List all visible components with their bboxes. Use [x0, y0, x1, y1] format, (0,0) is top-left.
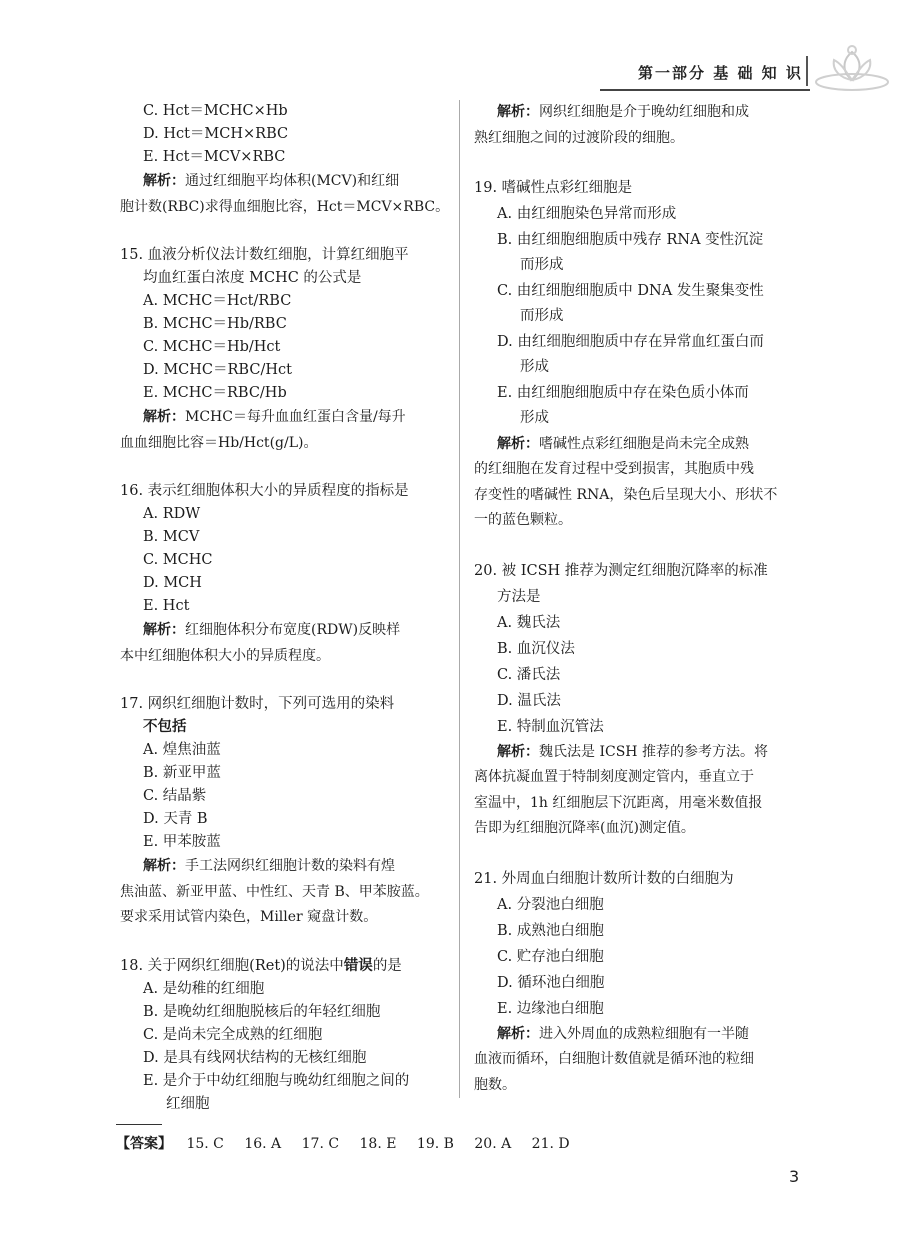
question-16	[120, 480, 448, 669]
option: A. 由红细胞染色异常而形成	[497, 206, 677, 222]
option: B. MCHC＝Hb/RBC	[143, 316, 287, 332]
analysis-text: 一的蓝色颗粒。	[474, 512, 572, 528]
answer-item: 15. C	[186, 1136, 224, 1152]
answer-label: 【答案】	[116, 1136, 172, 1152]
analysis	[120, 169, 448, 220]
analysis	[474, 432, 806, 534]
option: E. Hct＝MCV×RBC	[143, 149, 286, 165]
option: C. 贮存池白细胞	[497, 948, 604, 965]
question-21	[474, 866, 806, 1099]
analysis-label: 解析：	[497, 743, 539, 760]
stem-text: 的是	[372, 957, 402, 974]
option: C. MCHC＝Hb/Hct	[143, 339, 281, 355]
option: D. MCH	[143, 575, 202, 591]
analysis-text: 胞计数(RBC)求得血细胞比容，Hct＝MCV×RBC。	[120, 198, 450, 215]
option: A. 魏氏法	[497, 614, 561, 631]
analysis-text: MCHC＝每升血血红蛋白含量/每升	[185, 409, 406, 425]
option: D. 温氏法	[497, 692, 561, 709]
option: A. 是幼稚的红细胞	[143, 980, 265, 997]
answer-item: 20. A	[474, 1136, 512, 1152]
option: E. MCHC＝RBC/Hb	[143, 385, 287, 401]
option: A. RDW	[143, 506, 201, 522]
analysis-text: 进入外周血的成熟粒细胞有一半随	[539, 1025, 749, 1042]
analysis-text: 魏氏法是 ICSH 推荐的参考方法。将	[539, 743, 768, 760]
stem-text: 18. 关于网织红细胞(Ret)的说法中	[120, 957, 344, 974]
question-emphasis: 错误	[343, 957, 373, 974]
analysis-label: 解析：	[497, 104, 539, 120]
analysis-label: 解析：	[497, 435, 539, 452]
option: D. 由红细胞细胞质中存在异常血红蛋白而	[497, 333, 764, 350]
option: B. 是晚幼红细胞脱核后的年轻红细胞	[143, 1003, 381, 1020]
option: C. 是尚未完全成熟的红细胞	[143, 1026, 323, 1043]
option: C. MCHC	[143, 552, 213, 568]
analysis-text: 要求采用试管内染色，Miller 窥盘计数。	[120, 909, 378, 925]
option: C. Hct＝MCHC×Hb	[143, 103, 288, 119]
analysis-text: 的红细胞在发育过程中受到损害，其胞质中残	[474, 461, 754, 477]
question-18-analysis	[474, 100, 806, 151]
option: A. MCHC＝Hct/RBC	[143, 293, 292, 309]
option: A. 煌焦油蓝	[143, 742, 221, 758]
option: E. Hct	[143, 598, 190, 614]
question-18	[120, 955, 448, 1116]
answer-item: 17. C	[301, 1136, 340, 1152]
analysis	[474, 740, 806, 842]
question-20	[474, 558, 806, 842]
analysis-label: 解析：	[497, 1025, 539, 1042]
option: E. 特制血沉管法	[497, 718, 604, 735]
option: C. 由红细胞细胞质中 DNA 发生聚集变性	[497, 282, 764, 299]
analysis-text: 血血细胞比容＝Hb/Hct(g/L)。	[120, 434, 318, 451]
analysis-text: 胞数。	[474, 1076, 516, 1093]
option: C. 结晶紫	[143, 788, 207, 804]
option-continuation: 形成	[520, 359, 549, 375]
analysis-text: 网织红细胞是介于晚幼红细胞和成	[539, 104, 749, 120]
option-continuation: 而形成	[520, 308, 564, 324]
analysis	[120, 405, 448, 456]
analysis-text: 焦油蓝、新亚甲蓝、中性红、天青 B、甲苯胺蓝。	[120, 883, 429, 900]
option: E. 由红细胞细胞质中存在染色质小体而	[497, 384, 749, 401]
analysis	[120, 618, 448, 669]
analysis-text: 嗜碱性点彩红细胞是尚未完全成熟	[539, 435, 749, 452]
question-stem: 15. 血液分析仪法计数红细胞，计算红细胞平	[120, 247, 409, 263]
option: B. 成熟池白细胞	[497, 922, 604, 939]
analysis-label: 解析：	[143, 858, 185, 874]
option: E. 甲苯胺蓝	[143, 834, 221, 850]
option: D. 是具有线网状结构的无核红细胞	[143, 1049, 367, 1066]
header-vertical-bar	[806, 56, 808, 86]
option: A. 分裂池白细胞	[497, 896, 604, 913]
analysis-text: 存变性的嗜碱性 RNA，染色后呈现大小、形状不	[474, 486, 778, 503]
option-continuation: 形成	[520, 410, 549, 426]
analysis-text: 熟红细胞之间的过渡阶段的细胞。	[474, 129, 684, 146]
lotus-logo-icon	[812, 42, 892, 94]
answer-item: 21. D	[531, 1136, 570, 1152]
question-stem: 17. 网织红细胞计数时，下列可选用的染料	[120, 696, 395, 712]
answer-rule	[116, 1124, 162, 1125]
question-15	[120, 244, 448, 456]
question-14-tail	[120, 100, 448, 220]
question-stem: 20. 被 ICSH 推荐为测定红细胞沉降率的标准	[474, 562, 768, 579]
option: D. 循环池白细胞	[497, 974, 605, 991]
option: E. 是介于中幼红细胞与晚幼红细胞之间的	[143, 1072, 410, 1089]
option: B. 由红细胞细胞质中残存 RNA 变性沉淀	[497, 231, 764, 248]
analysis-text: 离体抗凝血置于特制刻度测定管内，垂直立于	[474, 769, 754, 785]
analysis	[474, 1022, 806, 1099]
section-title: 第一部分 基 础 知 识	[638, 64, 803, 82]
question-stem: 方法是	[497, 588, 541, 605]
option: E. 边缘池白细胞	[497, 1000, 604, 1017]
analysis-text: 血液而循环，白细胞计数值就是循环池的粒细	[474, 1051, 754, 1067]
analysis-label: 解析：	[143, 409, 185, 425]
question-19	[474, 175, 806, 534]
analysis-text: 室温中，1h 红细胞层下沉距离，用毫米数值报	[474, 794, 763, 811]
right-column	[474, 100, 806, 1098]
analysis-label: 解析：	[143, 173, 185, 189]
answer-item: 19. B	[416, 1136, 454, 1152]
answer-key	[116, 1133, 586, 1153]
option: D. MCHC＝RBC/Hct	[143, 362, 292, 378]
page-number: 3	[789, 1167, 800, 1186]
analysis-text: 告即为红细胞沉降率(血沉)测定值。	[474, 820, 695, 836]
option: D. Hct＝MCH×RBC	[143, 126, 289, 142]
analysis-label: 解析：	[143, 622, 185, 638]
answer-item: 16. A	[244, 1136, 282, 1152]
analysis-text: 手工法网织红细胞计数的染料有煌	[185, 858, 395, 874]
analysis	[474, 100, 806, 151]
option-continuation: 红细胞	[166, 1095, 210, 1112]
option: B. 新亚甲蓝	[143, 765, 221, 781]
header-rule	[600, 89, 810, 91]
analysis-text: 通过红细胞平均体积(MCV)和红细	[185, 173, 400, 189]
column-divider	[459, 100, 460, 1098]
question-stem: 16. 表示红细胞体积大小的异质程度的指标是	[120, 483, 409, 499]
answer-item: 18. E	[359, 1136, 397, 1152]
question-stem	[120, 955, 448, 978]
question-17	[120, 693, 448, 931]
analysis	[120, 854, 448, 931]
question-stem: 19. 嗜碱性点彩红细胞是	[474, 180, 633, 196]
left-column	[120, 100, 448, 1116]
option: C. 潘氏法	[497, 666, 561, 683]
option: D. 天青 B	[143, 811, 208, 827]
analysis-text: 红细胞体积分布宽度(RDW)反映样	[185, 622, 401, 638]
option-continuation: 而形成	[520, 257, 564, 273]
option: B. MCV	[143, 529, 200, 545]
question-stem: 均血红蛋白浓度 MCHC 的公式是	[143, 270, 362, 286]
page-header	[600, 56, 900, 92]
option: B. 血沉仪法	[497, 640, 575, 657]
analysis-text: 本中红细胞体积大小的异质程度。	[120, 647, 330, 664]
question-stem: 21. 外周血白细胞计数所计数的白细胞为	[474, 870, 734, 887]
question-emphasis: 不包括	[143, 719, 187, 735]
